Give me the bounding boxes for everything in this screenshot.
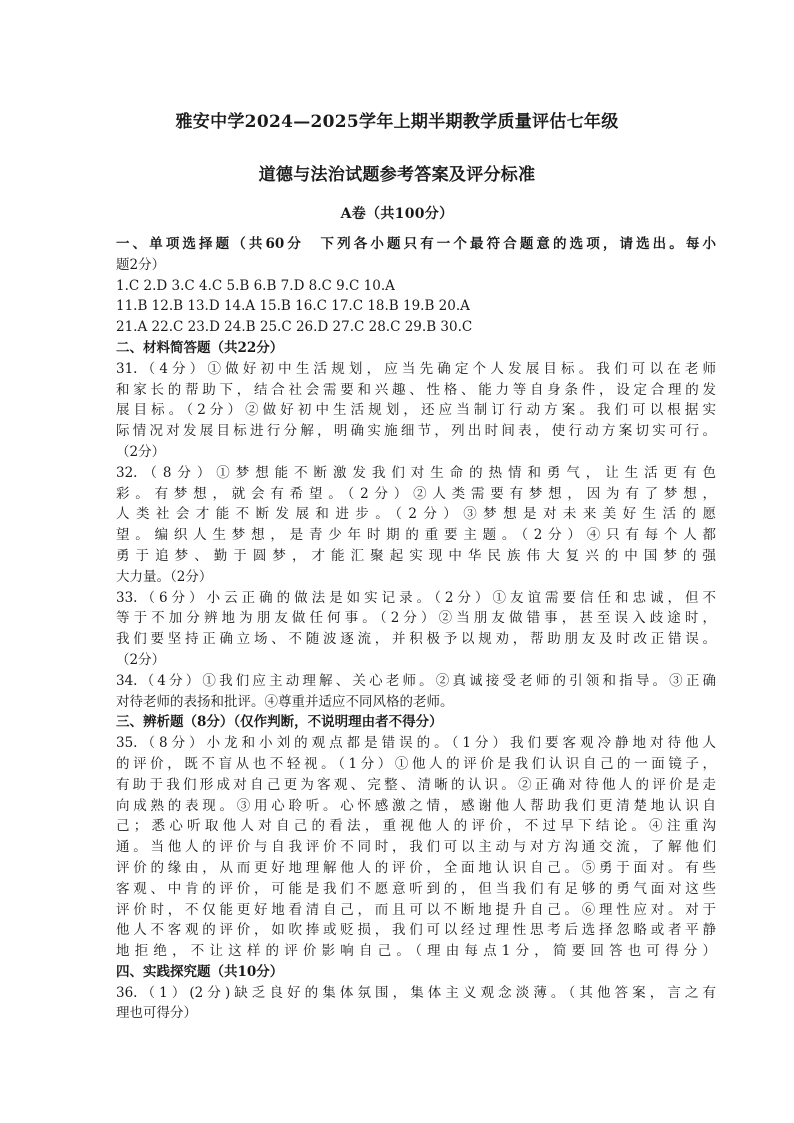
text-line: 34.（4分）①我们应主动理解、关心老师。②真诚接受老师的引领和指导。③正确	[116, 672, 716, 689]
text-line: 己；悉心听取他人对自己的看法，重视他人的评价，不过早下结论。④注重沟	[116, 818, 716, 835]
text-line: 地拒绝，不让这样的评价影响自己。（理由每点1分，简要回答也可得分）	[116, 943, 716, 960]
text-line: 他人不客观的评价，如吹捧或贬损，我们可以经过理性思考后选择忽略或者平静	[116, 922, 716, 939]
answer-body	[116, 234, 716, 1024]
text-line: （2分）	[116, 443, 166, 460]
text-line: 和家长的帮助下，结合社会需要和兴趣、性格、能力等自身条件，设定合理的发	[116, 381, 716, 398]
text-line: 等于不加分辨地为朋友做任何事。（2分）②当朋友做错事，甚至误入歧途时，	[116, 610, 716, 627]
text-line: 有助于我们形成对自己更为客观、完整、清晰的认识。②正确对待他人的评价是走	[116, 776, 716, 793]
text-line: 评价时，不仅能更好地看清自己，而且可以不断地提升自己。⑥理性应对。对于	[116, 901, 716, 918]
text-line: 1.C 2.D 3.C 4.C 5.B 6.B 7.D 8.C 9.C 10.A	[116, 277, 395, 294]
text-line: 展目标。（2分）②做好初中生活规划，还应当制订行动方案。我们可以根据实	[116, 402, 716, 419]
section-heading: 二、材料简答题（共22分）	[116, 339, 284, 356]
text-line: 11.B 12.B 13.D 14.A 15.B 16.C 17.C 18.B 19.B 20.A	[116, 298, 470, 315]
text-line: 通。当他人的评价与自我评价不同时，我们可以主动与对方沟通交流，了解他们	[116, 839, 716, 856]
text-line: 对待老师的表扬和批评。④尊重并适应不同风格的老师。	[116, 693, 454, 710]
text-line: 人类社会才能不断发展和进步。（2分）③梦想是对未来美好生活的愿	[116, 506, 716, 523]
section-heading: 一、单项选择题（共60分 下列各小题只有一个最符合题意的选项，请选出。每小	[116, 236, 716, 252]
text-line: 勇于追梦、勤于圆梦，才能汇聚起实现中华民族伟大复兴的中国梦的强	[116, 547, 716, 564]
text-line: 望。编织人生梦想，是青少年时期的重要主题。（2分）④只有每个人都	[116, 527, 716, 544]
text-line: 理也可得分）	[116, 1005, 197, 1022]
document-subtitle: 道德与法治试题参考答案及评分标准	[258, 165, 536, 185]
text-line: 际情况对发展目标进行分解，明确实施细节，列出时间表，使行动方案切实可行。	[116, 423, 716, 440]
text-line: 向成熟的表现。③用心聆听。心怀感激之情，感谢他人帮助我们更清楚地认识自	[116, 797, 716, 814]
document-title: 雅安中学2024—2025学年上期半期教学质量评估七年级	[175, 112, 619, 132]
text-line: 31.（4分）①做好初中生活规划，应当先确定个人发展目标。我们可以在老师	[116, 360, 716, 377]
text-line: （2分）	[116, 651, 166, 668]
text-line: 32.（8分）①梦想能不断激发我们对生命的热情和勇气，让生活更有色	[116, 464, 716, 481]
text-line: 35.（8分）小龙和小刘的观点都是错误的。（1分）我们要客观冷静地对待他人	[116, 735, 716, 752]
text-line: 我们要坚持正确立场、不随波逐流，并积极予以规劝，帮助朋友及时改正错误。	[116, 631, 716, 648]
text-line: 评价的缘由，从而更好地理解他人的评价，全面地认识自己。⑤勇于面对。有些	[116, 859, 716, 876]
text-line: 的评价，既不盲从也不轻视。（1分）①他人的评价是我们认识自己的一面镜子，	[116, 755, 716, 772]
text-line: 21.A 22.C 23.D 24.B 25.C 26.D 27.C 28.C 29.B 30.C	[116, 319, 473, 336]
text-line: 36.（1）(2分)缺乏良好的集体氛围，集体主义观念淡薄。（其他答案，言之有	[116, 984, 716, 1001]
text-line: 大力量。（2分）	[116, 568, 213, 585]
text-line: 客观、中肯的评价，可能是我们不愿意听到的，但当我们有足够的勇气面对这些	[116, 880, 716, 897]
section-heading: 三、辨析题（8分）（仅作判断，不说明理由者不得分）	[116, 714, 443, 731]
section-a-heading: A卷（共100分）	[340, 206, 454, 222]
text-line: 题2分）	[116, 256, 166, 273]
section-heading: 四、实践探究题（共10分）	[116, 963, 284, 980]
text-line: 彩。有梦想，就会有希望。（2分）②人类需要有梦想，因为有了梦想，	[116, 485, 716, 502]
text-line: 33.（6分）小云正确的做法是如实记录。（2分）①友谊需要信任和忠诚，但不	[116, 589, 716, 606]
